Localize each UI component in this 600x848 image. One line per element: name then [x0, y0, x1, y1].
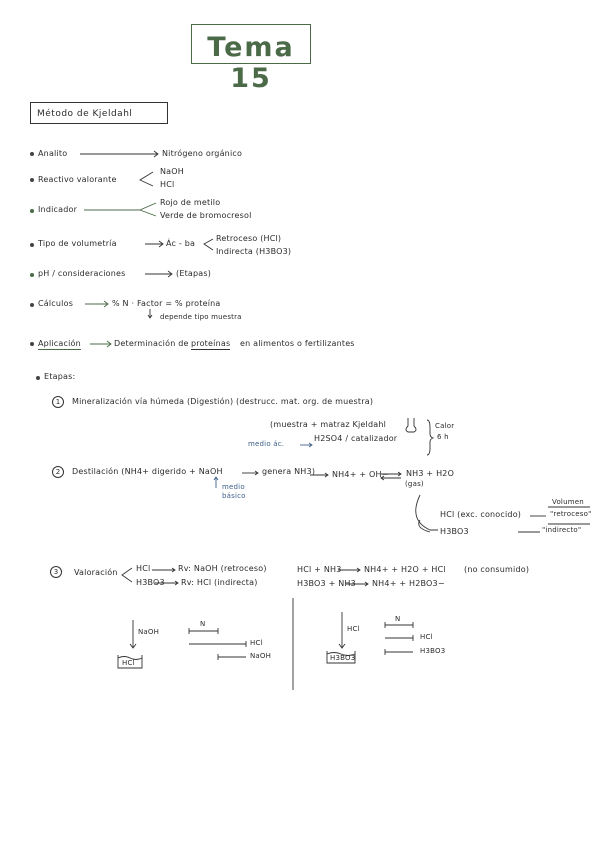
step1-medio: medio ác.: [248, 440, 285, 448]
aplicacion-value: Determinación de: [114, 339, 189, 348]
diagram-left-flask: HCl: [122, 659, 135, 667]
step2-text: Destilación (NH4+ digerido + NaOH: [72, 467, 223, 476]
diagram-right-titrant: HCl: [347, 625, 360, 633]
step3-eq1-note: (no consumido): [464, 565, 530, 574]
step2-h3bo3: H3BO3: [440, 527, 469, 536]
step-number: 3: [50, 566, 62, 578]
section-box: [30, 102, 168, 124]
step3-hcl: HCl: [136, 564, 151, 573]
step1-line1: (muestra + matraz Kjeldahl: [270, 420, 387, 429]
diagram-left-bar1: HCl: [250, 639, 263, 647]
step2-indirecto: "indirecto": [542, 526, 582, 534]
step-number: 2: [52, 466, 64, 478]
step2-eq-left: NH4+ + OH−: [332, 470, 389, 479]
reactivo-option: HCl: [160, 180, 175, 189]
step3-label: Valoración: [74, 568, 118, 577]
diagram-right-bar2: H3BO3: [420, 647, 446, 655]
ph-label: pH / consideraciones: [38, 269, 126, 278]
bullet: [30, 209, 34, 213]
step3-rv-hcl: Rv: HCl (indirecta): [181, 578, 258, 587]
indicador-label: Indicador: [38, 205, 78, 214]
calculos-note: depende tipo muestra: [160, 313, 242, 321]
reactivo-label: Reactivo valorante: [38, 175, 117, 184]
step2-volumen: Volumen: [552, 498, 584, 506]
analito-label: Analito: [38, 149, 68, 158]
aplicacion-value-proteinas: proteínas: [191, 339, 231, 348]
step3-eq1-left: HCl + NH3: [297, 565, 342, 574]
diagram-left-n: N: [200, 620, 206, 628]
diagram-left-bar2: NaOH: [250, 652, 272, 660]
indicador-option: Verde de bromocresol: [160, 211, 252, 220]
aplicacion-value-end: en alimentos o fertilizantes: [240, 339, 355, 348]
page-title: Tema 15: [207, 32, 295, 94]
step2-eq-right: NH3 + H2O: [406, 469, 455, 478]
indicador-option: Rojo de metilo: [160, 198, 221, 207]
step2-retroceso: "retroceso": [550, 510, 592, 518]
bullet: [30, 243, 34, 247]
step2-text-b: genera NH3): [262, 467, 316, 476]
branch-reactivo: [140, 172, 153, 186]
tipo-option: Indirecta (H3BO3): [216, 247, 292, 256]
diagram-left-titrant: NaOH: [138, 628, 160, 636]
step2-medio: medio: [222, 483, 245, 491]
bullet: [30, 303, 34, 307]
ph-value: (Etapas): [176, 269, 212, 278]
title-box: [191, 24, 311, 94]
step1-text: Mineralización vía húmeda (Digestión) (destrucc. mat. org. de muestra): [72, 397, 374, 406]
step3-rv-naoh: Rv: NaOH (retroceso): [178, 564, 267, 573]
diagram-right-n: N: [395, 615, 401, 623]
step1-calor: Calor: [435, 422, 455, 430]
calculos-label: Cálculos: [38, 299, 74, 308]
calculos-value: % N · Factor = % proteína: [112, 299, 221, 308]
analito-value: Nitrógeno orgánico: [162, 149, 243, 158]
bullet: [30, 178, 34, 182]
bullet: [36, 376, 40, 380]
step3-eq2-left: H3BO3 + NH3: [297, 579, 356, 588]
step3-eq1-mid: NH4+ + H2O + HCl: [364, 565, 446, 574]
step1-line2: H2SO4 / catalizador: [314, 434, 398, 443]
tipo-value: Ác - ba: [166, 239, 196, 248]
bullet: [30, 273, 34, 277]
step3-eq2-mid: NH4+ + H2BO3−: [372, 579, 445, 588]
tipo-label: Tipo de volumetría: [38, 239, 117, 248]
flask-small-icon: [406, 418, 416, 432]
brace-calor: [427, 420, 433, 455]
etapas-label: Etapas:: [44, 372, 76, 381]
bullet: [30, 152, 34, 156]
step2-hcl: HCl (exc. conocido): [440, 510, 522, 519]
step2-gas: (gas): [405, 480, 424, 488]
aplicacion-label: Aplicación: [38, 339, 81, 348]
diagram-right-bar1: HCl: [420, 633, 433, 641]
step1-hours: 6 h: [437, 433, 449, 441]
step-number: 1: [52, 396, 64, 408]
diagram-right-flask: H3BO3: [330, 654, 356, 662]
reactivo-option: NaOH: [160, 167, 184, 176]
bullet: [30, 342, 34, 346]
section-title: Método de Kjeldahl: [37, 109, 133, 119]
tipo-option: Retroceso (HCl): [216, 234, 282, 243]
step2-basico: básico: [222, 492, 246, 500]
step3-h3bo3: H3BO3: [136, 578, 165, 587]
